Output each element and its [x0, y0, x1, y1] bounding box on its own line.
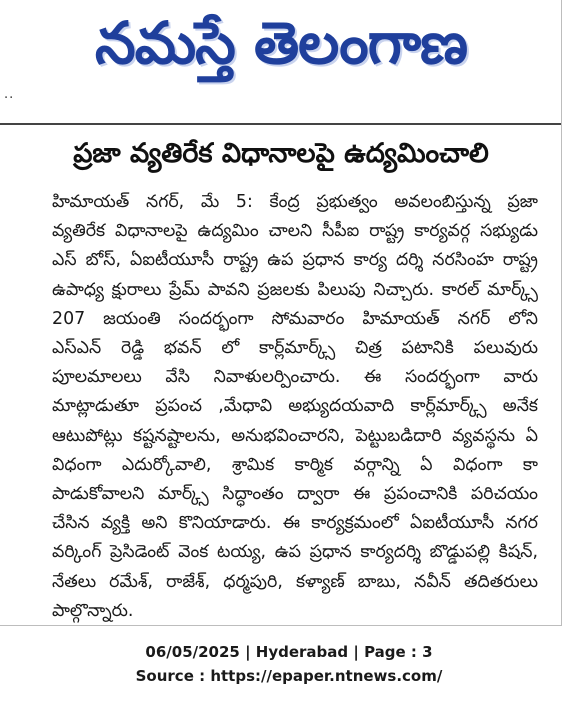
article-line: నేతలు రమేశ్, రాజేశ్, ధర్మపురి, కళ్యాణ్ బాబు, నవీన్ తదితరులు [52, 571, 538, 592]
article-line: పూలమాలలు వేసి నివాళులర్పించారు. ఈ సందర్భంగా వారు [52, 367, 538, 388]
cropped-text: .. [4, 94, 15, 102]
article-line: హిమాయత్ నగర్, మే 5: కేంద్ర ప్రభుత్వం అవలంబిస్తున్న ప్రజా [52, 192, 538, 212]
article-line: వ్యతిరేక విధానాలపై ఉద్యమిం చాలని సీపీఐ రాష్ట్ర కార్యవర్గ సభ్యుడు [52, 221, 538, 242]
article-line: ఉపాధ్య క్షురాలు ప్రేమ్ పావని ప్రజలకు పిలుపు నిచ్చారు. కారల్ మార్క్స్ [52, 279, 538, 300]
article-line: వర్కింగ్ ప్రెసిడెంట్ వెంక టయ్య, ఉప ప్రధాన కార్యదర్శి బొడ్డుపల్లి కిషన్, [52, 542, 538, 563]
article-line: ఆటుపోట్లు కష్టనష్టాలను, అనుభవించారని, పెట్టుబడిదారి వ్యవస్థను ఏ [52, 425, 538, 446]
caption-date-edition: 06/05/2025 | Hyderabad | Page : 3 [145, 643, 433, 661]
article-line: 207 జయంతి సందర్భంగా సోమవారం హిమాయత్ నగర్ లోని [52, 308, 538, 329]
divider-rule [0, 123, 562, 125]
source-caption [0, 640, 578, 688]
caption-source-url: Source : https://epaper.ntnews.com/ [135, 667, 443, 685]
cropped-text-strip [0, 94, 562, 108]
article-headline: ప్రజా వ్యతిరేక విధానాలపై ఉద్యమించాలి [73, 138, 489, 169]
article-line: మాట్లాడుతూ ప్రపంచ ,మేధావి అభ్యుదయవాది కార్ల్‌మార్క్స్ అనేక [52, 396, 538, 417]
newspaper-masthead [0, 0, 562, 88]
masthead-logo: నమస్తే తెలంగాణ [95, 9, 467, 77]
article-line: చేసిన వ్యక్తి అని కొనియాడారు. ఈ కార్యక్రమంలో ఏఐటీయూసీ నగర [52, 513, 538, 534]
article-line: ఎస్ బోస్, ఏఐటీయూసీ రాష్ట్ర ఉప ప్రధాన కార్య దర్శి నరసింహ రాష్ట్ర [52, 250, 538, 271]
article-line: పాల్గొన్నారు. [52, 600, 134, 621]
article-body [52, 188, 538, 626]
article-line: పాడుకోవాలని మార్క్స్ సిద్ధాంతం ద్వారా ఈ ప్రపంచానికి పరిచయం [52, 484, 538, 505]
article-line: ఎస్ఎన్ రెడ్డి భవన్ లో కార్ల్‌మార్క్స్ చిత్ర పటానికి పలువురు [52, 338, 538, 359]
article-line: విధంగా ఎదుర్కోవాలి, శ్రామిక కార్మిక వర్గాన్ని ఏ విధంగా కా [52, 454, 538, 475]
